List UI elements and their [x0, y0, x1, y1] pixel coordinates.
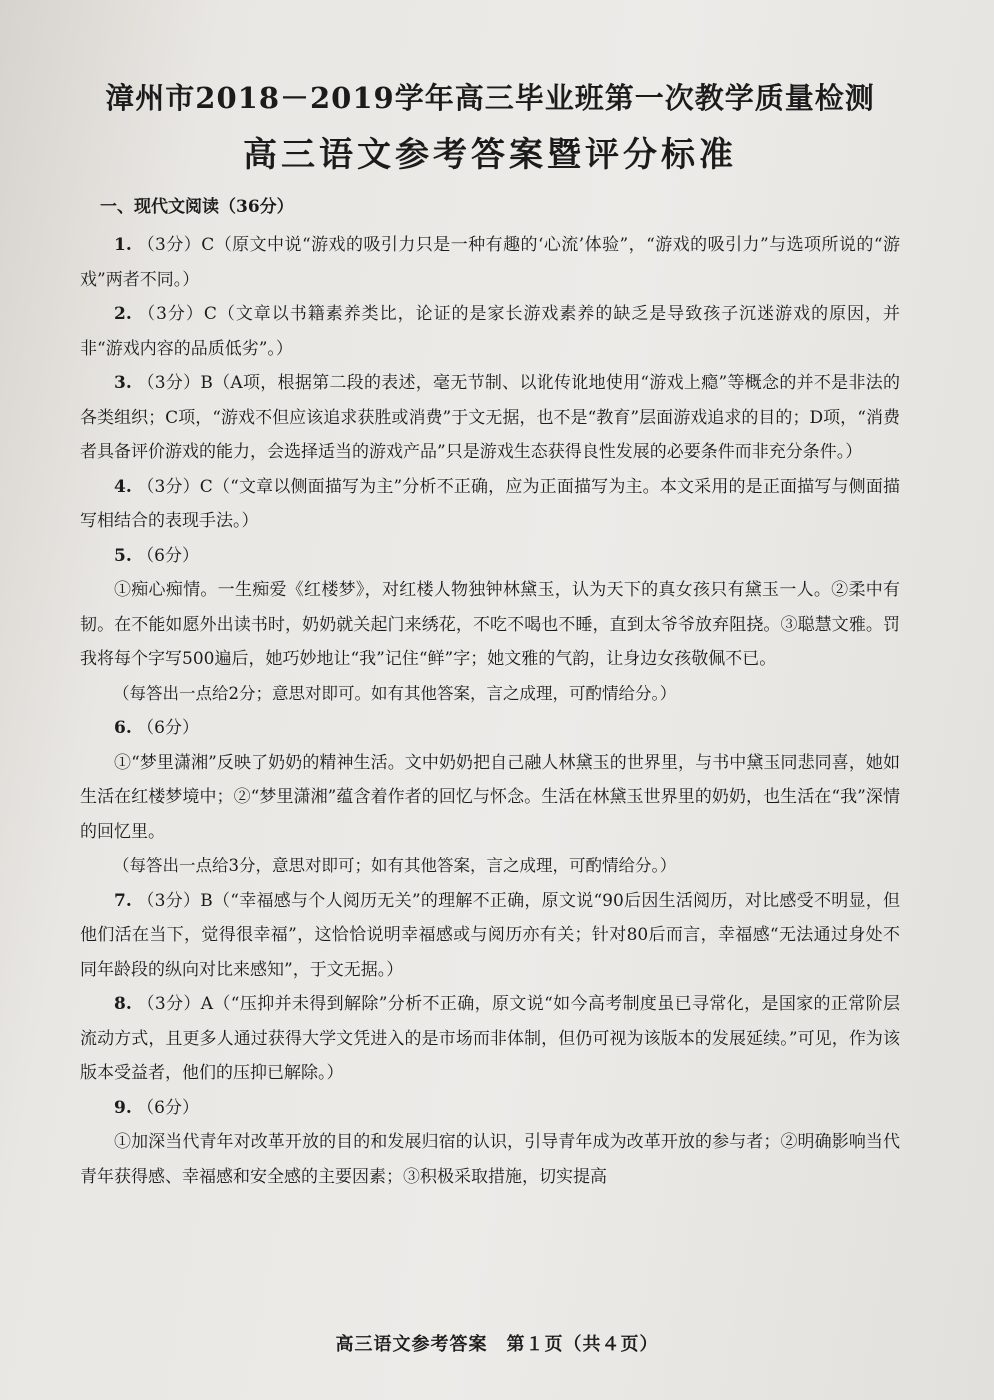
section-heading: 一、现代文阅读（36分）: [100, 197, 294, 217]
exam-title: 漳州市2018－2019学年高三毕业班第一次教学质量检测: [105, 81, 875, 115]
question-6-scoring-note: （每答出一点给3分，意思对即可；如有其他答案，言之成理，可酌情给分。）: [113, 856, 677, 875]
question-1: 1. （3分）C（原文中说“游戏的吸引力只是一种有趣的‘心流’体验”，“游戏的吸引力”与选项所说的“游戏”两者不同。）: [80, 235, 900, 290]
page-footer: 高三语文参考答案 第１页（共４页）: [335, 1334, 659, 1355]
document-body: [80, 78, 900, 1194]
question-5-answer: ①痴心痴情。一生痴爱《红楼梦》，对红楼人物独钟林黛玉，认为天下的真女孩只有黛玉一人。②柔中有韧。在不能如愿外出读书时，奶奶就关起门来绣花，不吃不喝也不睡，直到太爷爷放弃阻挠。③聪慧文雅。罚我将每个字写500遍后，她巧妙地让“我”记住“鲜”字；她文雅的气韵，让身边女孩敬佩不已。: [80, 580, 900, 669]
question-9: 9. （6分）: [114, 1097, 199, 1118]
question-9-answer: ①加深当代青年对改革开放的目的和发展归宿的认识，引导青年成为改革开放的参与者；②明确影响当代青年获得感、幸福感和安全感的主要因素；③积极采取措施，切实提高: [80, 1132, 900, 1187]
question-3: 3. （3分）B（A项，根据第二段的表述，毫无节制、以讹传讹地使用“游戏上瘾”等概念的并不是非法的各类组织；C项，“游戏不但应该追求获胜或消费”于文无据，也不是“教育”层面游戏追求的目的；D项，“消费者具备评价游戏的能力，会选择适当的游戏产品”只是游戏生态获得良性发展的必要条件而非充分条件。）: [80, 373, 900, 462]
question-6: 6. （6分）: [114, 718, 199, 738]
question-7: 7. （3分）B（“幸福感与个人阅历无关”的理解不正确，原文说“90后因生活阅历，对比感受不明显，但他们活在当下，觉得很幸福”，这恰恰说明幸福感或与阅历亦有关；针对80后而言，幸福感“无法通过身处不同年龄段的纵向对比来感知”，于文无据。）: [80, 890, 900, 980]
question-8: 8. （3分）A（“压抑并未得到解除”分析不正确，原文说“如今高考制度虽已寻常化，是国家的正常阶层流动方式，且更多人通过获得大学文凭进入的是市场而非体制，但仍可视为该版本的发展延续。”可见，作为该版本受益者，他们的压抑已解除。）: [80, 994, 901, 1083]
answer-key-title: 高三语文参考答案暨评分标准: [243, 135, 737, 175]
question-4: 4. （3分）C（“文章以侧面描写为主”分析不正确，应为正面描写为主。本文采用的是正面描写与侧面描写相结合的表现手法。）: [80, 476, 901, 531]
question-5-scoring-note: （每答出一点给2分；意思对即可。如有其他答案，言之成理，可酌情给分。）: [113, 683, 677, 703]
question-2: 2. （3分）C（文章以书籍素养类比，论证的是家长游戏素养的缺乏是导致孩子沉迷游戏的原因，并非“游戏内容的品质低劣”。）: [80, 304, 901, 359]
question-5: 5. （6分）: [114, 545, 199, 566]
question-6-answer: ①“梦里潇湘”反映了奶奶的精神生活。文中奶奶把自己融人林黛玉的世界里，与书中黛玉同悲同喜，她如生活在红楼梦境中；②“梦里潇湘”蕴含着作者的回忆与怀念。生活在林黛玉世界里的奶奶，也生活在“我”深情的回忆里。: [80, 752, 900, 842]
